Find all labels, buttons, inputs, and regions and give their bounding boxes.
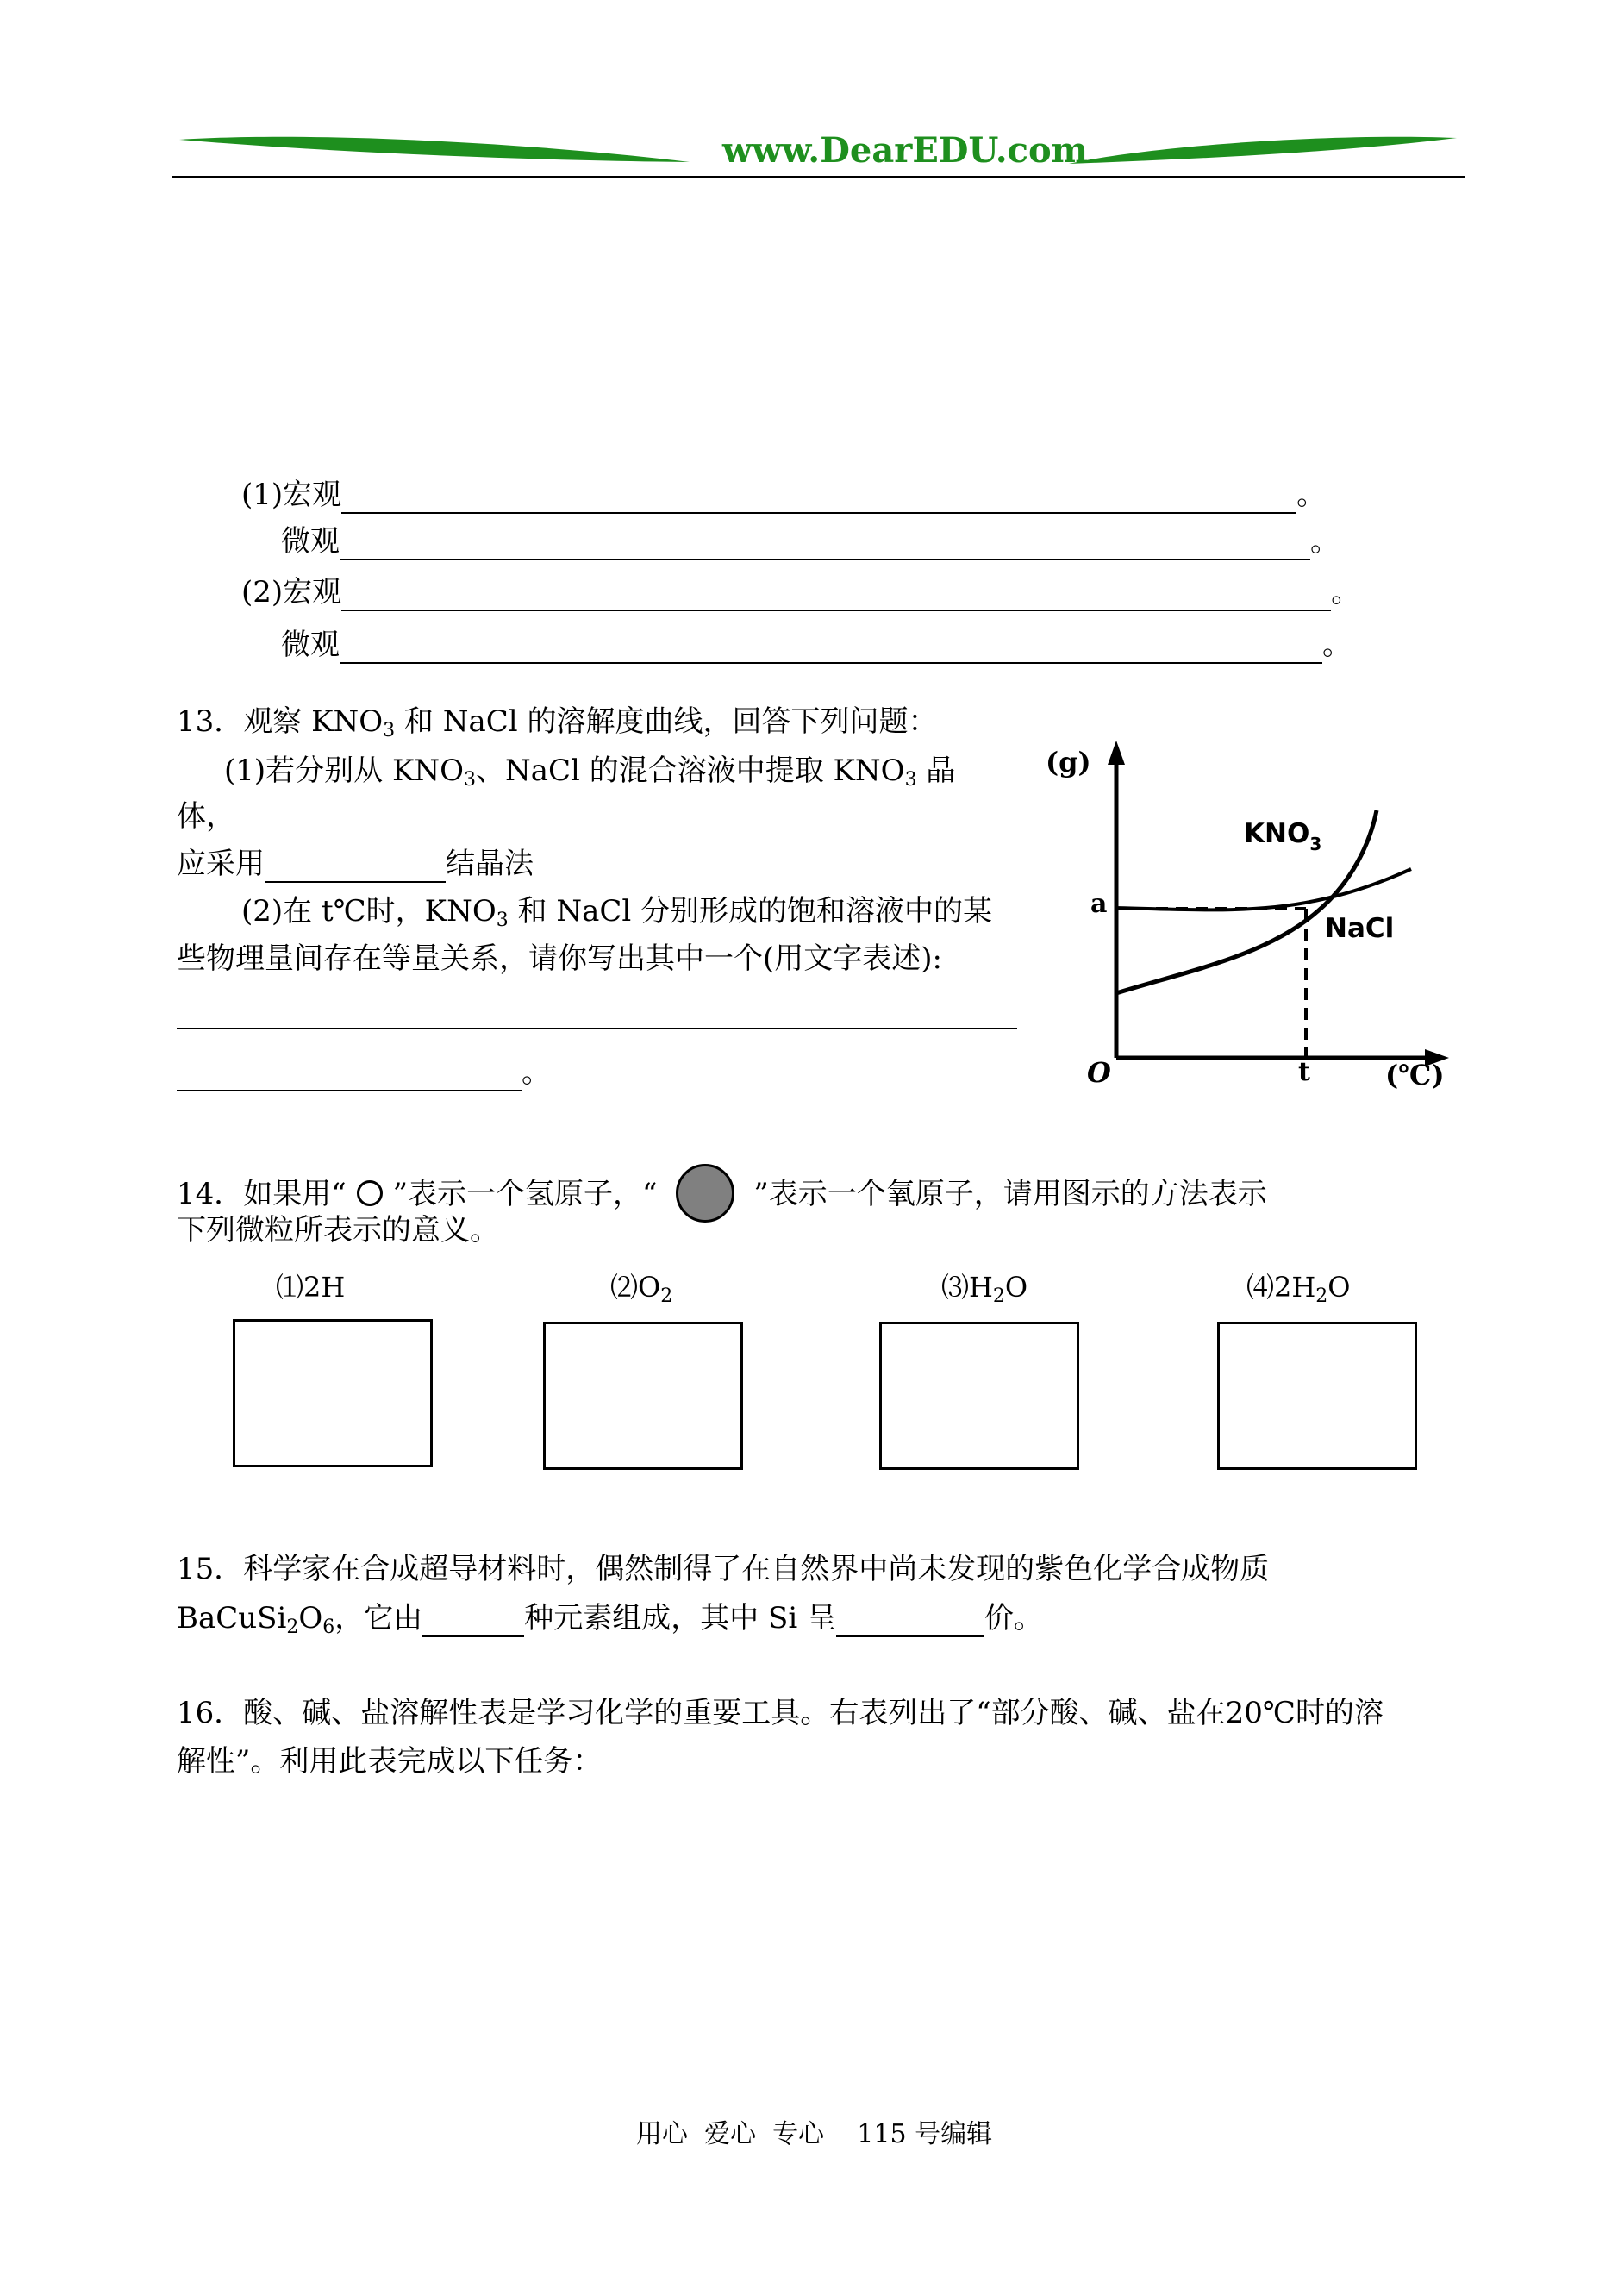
hydrogen-atom-icon (357, 1180, 383, 1206)
q12-micro-label: 微观 (281, 524, 340, 559)
q13-method-blank[interactable] (265, 848, 446, 883)
q14-item1-answer-box[interactable] (233, 1319, 433, 1467)
q14-item2-answer-box[interactable] (543, 1322, 743, 1470)
y-axis-arrow (1108, 741, 1125, 765)
q12-part2-micro: 微观 。 (281, 628, 1352, 662)
q16-line2: 解性”。利用此表完成以下任务： (177, 1744, 603, 1779)
q12-part1-macro-blank[interactable] (341, 479, 1296, 514)
q13-part1-line2: 体， (177, 799, 235, 834)
q12-part2-macro-blank[interactable] (341, 577, 1331, 611)
oxygen-atom-icon (676, 1164, 734, 1223)
q15-valence-blank[interactable] (836, 1603, 984, 1637)
q15-line2: $BaCuSi_2O_6$，它由 种元素组成，其中 Si 呈 价。 (177, 1601, 1043, 1638)
q12-part1-micro: 微观 。 (281, 524, 1340, 559)
q12-part2-micro-blank[interactable] (340, 629, 1322, 664)
q14-item1-label: ⑴2H (276, 1271, 346, 1304)
q14-line2: 下列微粒所表示的意义。 (177, 1213, 499, 1248)
q14-line1: 14．如果用“ ”表示一个氢原子，“ ”表示一个氧原子，请用图示的方法表示 (177, 1164, 1267, 1223)
q12-part1-label: (1)宏观 (241, 478, 342, 512)
origin-label: O (1087, 1056, 1111, 1089)
q13-answer-blank-2[interactable] (177, 1057, 522, 1091)
q14-item2-label: $⑵O_2$ (610, 1271, 673, 1307)
kno3-series-label: $KNO_3$ (1244, 818, 1322, 854)
header-banner (172, 121, 1465, 181)
q13-title: 13．观察 $KNO_3$ 和 NaCl 的溶解度曲线，回答下列问题： (177, 704, 938, 741)
a-tick-label: a (1090, 889, 1108, 919)
q13-answer-blank-1[interactable] (177, 1028, 1017, 1029)
q15-element-count-blank[interactable] (422, 1603, 524, 1637)
q16-line1: 16．酸、碱、盐溶解性表是学习化学的重要工具。右表列出了“部分酸、碱、盐在20℃时的溶 (177, 1696, 1384, 1730)
q12-part2-macro: (2)宏观 。 (241, 575, 1361, 610)
brand-logo-text: www.DearEDU.com (721, 130, 1089, 171)
q14-item3-answer-box[interactable] (879, 1322, 1079, 1470)
nacl-curve (1116, 869, 1411, 910)
y-axis-label: (g) (1046, 746, 1091, 779)
q14-item4-label: $⑷2H_2O$ (1246, 1271, 1351, 1307)
header-rule (172, 176, 1465, 178)
q13-part2-line2: 些物理量间存在等量关系，请你写出其中一个(用文字表述): (177, 941, 942, 976)
nacl-series-label: NaCl (1325, 913, 1395, 944)
q14-item4-answer-box[interactable] (1217, 1322, 1417, 1470)
x-axis-label: (℃) (1385, 1059, 1445, 1091)
q15-line1: 15．科学家在合成超导材料时，偶然制得了在自然界中尚未发现的紫色化学合成物质 (177, 1552, 1270, 1586)
banner-swoosh-graphic (172, 121, 1465, 181)
solubility-chart (1046, 737, 1461, 1099)
q13-answer-line2: 。 (177, 1054, 551, 1091)
q13-part2-line1: (2)在 t℃时，$KNO_3$ 和 NaCl 分别形成的饱和溶液中的某 (241, 894, 993, 931)
q12-part1-macro: (1)宏观 。 (241, 478, 1327, 512)
q13-part1-line1: (1)若分别从 $KNO_3$、NaCl 的混合溶液中提取 $KNO_3$ 晶 (224, 754, 956, 791)
q14-item3-label: $⑶H_2O$ (941, 1271, 1028, 1307)
t-tick-label: t (1298, 1057, 1310, 1087)
q12-part2-label: (2)宏观 (241, 575, 342, 610)
page-footer: 用心 爱心 专心 115 号编辑 (636, 2119, 993, 2149)
q12-part1-micro-blank[interactable] (340, 526, 1310, 560)
solubility-chart-svg (1046, 737, 1461, 1099)
q12-micro-label: 微观 (281, 628, 340, 662)
q13-part1-line3: 应采用 结晶法 (177, 847, 534, 881)
